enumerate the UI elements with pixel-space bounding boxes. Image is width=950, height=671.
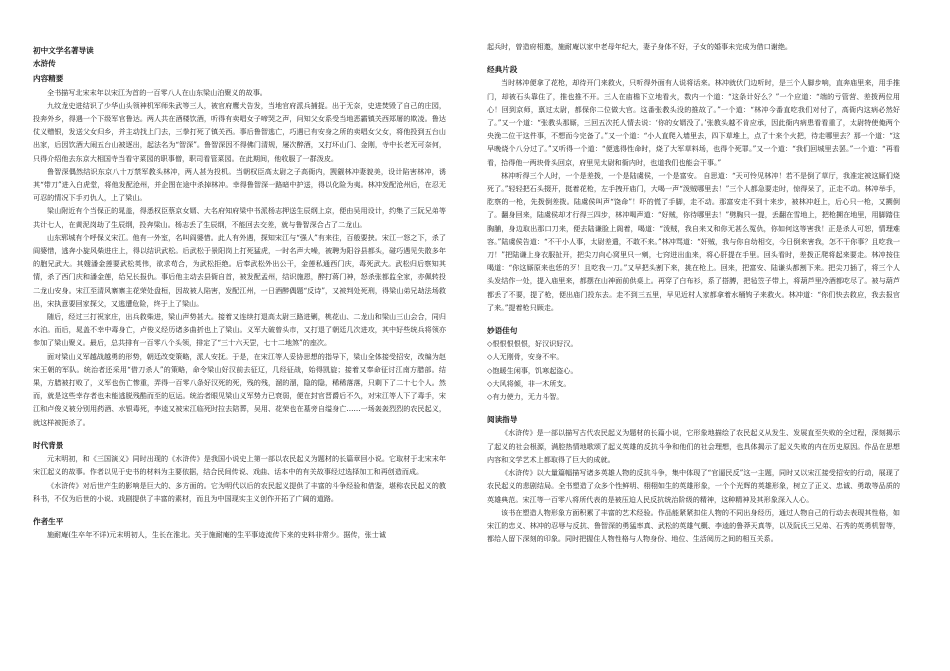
paragraph: 《水浒传》是一部以描写古代农民起义为题材的长篇小说，它形象地描绘了农民起义从发生、发展直至失败的全过程，深刻揭示了起义的社会根源，满腔热情地歌颂了起义英雄的反抗斗争和他们的社会理想，也具体揭示了起义失败的内在历史原因。作品在思想内容和文学艺术上都取得了巨大的成就。: [487, 428, 900, 464]
paragraph: 该书在塑造人物形象方面积累了丰富的艺术经验。作品能紧紧扣住人物的不同出身经历，通过人物自己的行动去表现其性格，如宋江的忠义、林冲的忍辱与反抗、鲁智深的勇猛率真、武松的英雄气概、李逵的鲁莽天真等，以及阮氏三兄弟、石秀的英勇机智等，都给人留下深刻的印象。同时把握住人物性格与人物身份、地位、生活阅历之间的相互关系。: [487, 507, 900, 544]
document-title: 初中文学名著导读: [33, 46, 94, 55]
section-heading-author: 作者生平: [33, 516, 64, 526]
quote-item: ◇有力使力，无力斗智。: [487, 392, 564, 402]
paragraph: 《水浒传》以大量篇幅描写诸多英雄人物的反抗斗争，集中体现了“官逼民反”这一主题，同时又以宋江接受招安的行动，展现了农民起义的悲剧结局。全书塑造了众多个性鲜明、栩栩如生的英雄形象，一个个光辉的英雄形象，树立了正义、忠诚、勇敢等品质的英雄典范。宋江等一百零八将所代表的是被压迫人民反抗统治阶级的精神，这种精神及其形象深入人心。: [487, 468, 900, 504]
right-column: [487, 40, 900, 664]
paragraph: 随后，经过三打祝家庄，出兵救柴进，梁山声势甚大。接着又连续打退高太尉三路进剿，桃花山、二龙山和梁山三山会合，同归水泊。而后，晁盖不幸中毒身亡，卢俊义经历诸多曲折也上了梁山。义军大破曾头市，又打退了朝廷几次进攻，其中好些统兵将领亦参加了梁山聚义。最后，总共排有一百零八个头领，排定了“三十六天罡，七十二地煞”的座次。: [33, 312, 446, 348]
paragraph: 梁山附近有个当保正的晁盖，得悉权臣蔡京女婿、大名府知府梁中书派杨志押送生辰纲上京，便由吴用设计，约集了三阮兄弟等共计七人，在黄泥岗劫了生辰纲，投奔梁山。杨志丢了生辰纲，不能回去交差，就与鲁智深合占了二龙山。: [33, 206, 446, 229]
quote-item: ◇大风将倾，非一木所支。: [487, 378, 571, 388]
left-column: [33, 44, 446, 664]
paragraph: 《水浒传》对后世产生的影响是巨大的、多方面的。它为明代以后的农民起义提供了丰富的斗争经验和借鉴，堪称农民起义的教科书，不仅为后世的小说、戏剧提供了丰富的素材，而且为中国现实主义创作开拓了广阔的道路。: [33, 480, 446, 503]
paragraph: 元末明初，和《三国演义》同时出现的《水浒传》是我国小说史上第一部以农民起义为题材的长篇章回小说。它取材于北宋末年宋江起义的故事。作者以见于史书的材料为主要依据，结合民间传说、戏曲、话本中的有关故事经过选择加工和再创造而成。: [33, 454, 446, 477]
quote-item: ◇恨恨恨恨恨，好汉识好汉。: [487, 339, 578, 349]
paragraph: 全书描写北宋末年以宋江为首的一百零八人在山东梁山泊聚义的故事。: [47, 87, 267, 97]
section-heading-quotes: 妙语佳句: [487, 326, 518, 336]
paragraph: 当时林冲便拿了花枪，却待开门来救火，只听得外面有人说将话来。林冲就伏门边听时，是三个人脚步响，直奔庙里来，用手推门，却被石头靠住了，推也推不开。三人在庙檐下立地看火，数内一个道：“这条计好么？”一个应道：“端的亏管营、差拨两位用心！回到京师，禀过太尉，都保你二位做大官。这番张教头没的推故了。”一个道：“林冲今番直吃我们对付了，高衙内这病必然好了。”又一个道：“张教头那厮，三回五次托人情去说：‘你的女婿没了。’张教头越不肯应承，因此衙内病患看看重了，太尉特使俺两个央浼二位干这件事，不想而今完备了。”又一个道：“小人直爬入墙里去，四下草堆上，点了十来个火把，待走哪里去？那一个道：“这早晚烧个八分过了。”又听得一个道：“便逃得性命时，烧了大军草料场，也得个死罪。”又一个道：“我们回城里去罢。”一个道：“再看看，拾得他一两块骨头回京，府里见太尉和衙内时，也道我们也能会干事。”: [487, 78, 900, 167]
section-heading-summary: 内容精要: [33, 74, 64, 84]
paragraph: 施耐庵(生卒年不详)元末明初人，生长在淮北。关于施耐庵的生平事迹流传下来的史料非常少。据传，张士诚: [47, 530, 386, 540]
section-heading-background: 时代背景: [33, 440, 64, 450]
book-title: 水浒传: [33, 59, 56, 69]
paragraph: 鲁智深偶然结识东京八十万禁军教头林冲，两人甚为投机。当朝权臣高太尉之子高衙内，觊觎林冲妻貌美，设计陷害林冲，诱其“带刀”进入白虎堂，将他发配沧州，并企图在途中杀掉林冲。幸得鲁智深一路暗中护送，得以化险为夷。林冲发配沧州后，在忍无可忍的情况下手刃仇人，上了梁山。: [33, 166, 446, 203]
paragraph: 九纹龙史进结识了少华山头领神机军师朱武等三人，被官府鹰犬告发，当地官府派兵捕捉。出于无奈，史进焚毁了自己的庄园，投奔外乡，得遇一个下级军官鲁达。两人共在酒楼饮酒，听得有卖唱女子啼哭之声，问知父女系受当地恶霸镇关西郑屠的欺凌。鲁达仗义赠银，发送父女归乡，并主动找上门去，三拳打死了镇关西。事后鲁智逃亡，巧遇已有安身之所的卖唱女父女，将他投到五台山出家，后因饮酒大闹五台山被逐出，起法名为“智深”。鲁智深因不得佛门清规，屡次醉酒，又打坏山门、金刚，寺中长老无可奈何，只得介绍他去东京大相国寺当看守菜园的职事僧，职司看管菜园。在此期间，他收服了一群泼皮。: [33, 100, 446, 163]
quote-item: ◇人无刚骨，安身不牢。: [487, 352, 564, 362]
paragraph: 面对梁山义军越战越勇的形势，朝廷改变策略，派人安抚。于是，在宋江等人妥协思想的指导下，梁山全体接受招安，改编为赵宋王朝的军队。统治者还采用“借刀杀人”的策略，命令梁山好汉前去征辽，几经征战，始得凯旋；接着又奉命征讨江南方腊部。结果，方腊被打败了，义军也伤亡惨重，弄得一百零八条好汉死的死，残的残，溜的溜，隐的隐，稀稀落落，只剩下了二十七个人。然而，就是这些幸存者也未能逃脱残酷而至的厄运。统治者眼见梁山义军势力已衰弱，便在封官晋爵后不久，对宋江等人下了毒手，宋江和卢俊义被分别用药酒、水银毒死，李逵又被宋江临死时拉去陪葬，吴用、花荣也在墓旁自缢身亡……一场轰轰烈烈的农民起义，就这样被扼杀了。: [33, 351, 446, 427]
paragraph-continued: 起兵时，曾造府相邀，施耐庵以家中老母年纪大，妻子身体不好，子女的婚事未完成为借口谢绝。: [487, 42, 793, 51]
paragraph: 山东郓城有个呼保义宋江。他有一外室，名叫阎婆惜。此人有外遇，探知宋江与“强人”有来往，百般要挟。宋江一怒之下，杀了阎婆惜，逃奔小旋风柴进庄上，得以结识武松。后武松于景阳岗上打死猛虎，一时名声大噪，被聘为阳谷县都头，碰巧遇见失散多年的胞兄武大。其嫂潘金莲要武松英伟，欲求苟合，为武松拒绝。后奉武松外出公干，金莲私通西门庆，毒死武大。武松归后察知其情，杀了西门庆和潘金莲，给兄长报仇。事后他主动去县衙自首，被发配孟州，结识施恩，醉打蒋门神，怒杀张都监全家，亦佩转投二龙山安身。宋江至清风寨寨主花荣处盘桓，因故被人陷害，发配江州，一日酒醉偶题“反诗”，又被判处死刑，得梁山弟兄劫法场救出，宋执意要回家探父，又逃遭危险，终于上了梁山。: [33, 232, 446, 308]
section-heading-excerpt: 经典片段: [487, 65, 518, 75]
paragraph: 林冲听得三个人时，一个是差拨，一个是陆虞侯，一个是富安。 自思道：“天可怜见林冲！若不是倒了草厅，我准定被这厮们烧死了。”轻轻把石头掇开，挺着花枪，左手拽开庙门，大喝一声“泼贼哪里去！”三个人都急要走时，惊得呆了，正走不动。林冲举手，肐察的一枪，先拨倒差拨。陆虞侯叫声“饶命”！吓的慌了手脚，走不动。那富安走不到十来步，被林冲赶上，后心只一枪，又搠倒了。翻身回来，陆虞侯却才行得三四步，林冲喝声道：“好贼，你待哪里去！”劈胸只一提，丢翻在雪地上，把枪搠在地里，用脚踏住胸脯，身边取出那口刀来，便去陆谦脸上阁着，喝道：“泼贼，我自来又和你无甚么冤仇，你如何这等害我！正是杀人可恕，情理难容。”陆虞侯告道：“不干小人事，太尉差遣，不敢不来。”林冲骂道：“奸贼，我与你自幼相交，今日倒来害我，怎不干你事？且吃我一刀！”把陆谦上身衣服扯开，把尖刀向心窝里只一剜，七窍迸出血来，将心肝提在手里。回头看时，差拨正爬将起来要走。林冲按住喝道：“你这厮原来也恁的歹！且吃我一刀。”又早把头割下来，挑在枪上。回来，把富安、陆谦头都割下来。把尖刀插了，将三个人头发结作一处，提入庙里来，都摆在山神面前供桌上。再穿了白布衫，系了搭膊，把毡笠子带上，将葫芦里冷酒都吃尽了。被与葫芦都丢了不要，提了枪，便出庙门投东去。走不到三五里，早见近村人家都拿着水桶钩子来救火。林冲道：“你们快去救应，我去报官了来。”提着枪只顾走。: [487, 170, 900, 312]
section-heading-guide: 阅读指导: [487, 415, 518, 425]
quote-item: ◇饱暖生闲事，饥寒起盗心。: [487, 365, 578, 375]
